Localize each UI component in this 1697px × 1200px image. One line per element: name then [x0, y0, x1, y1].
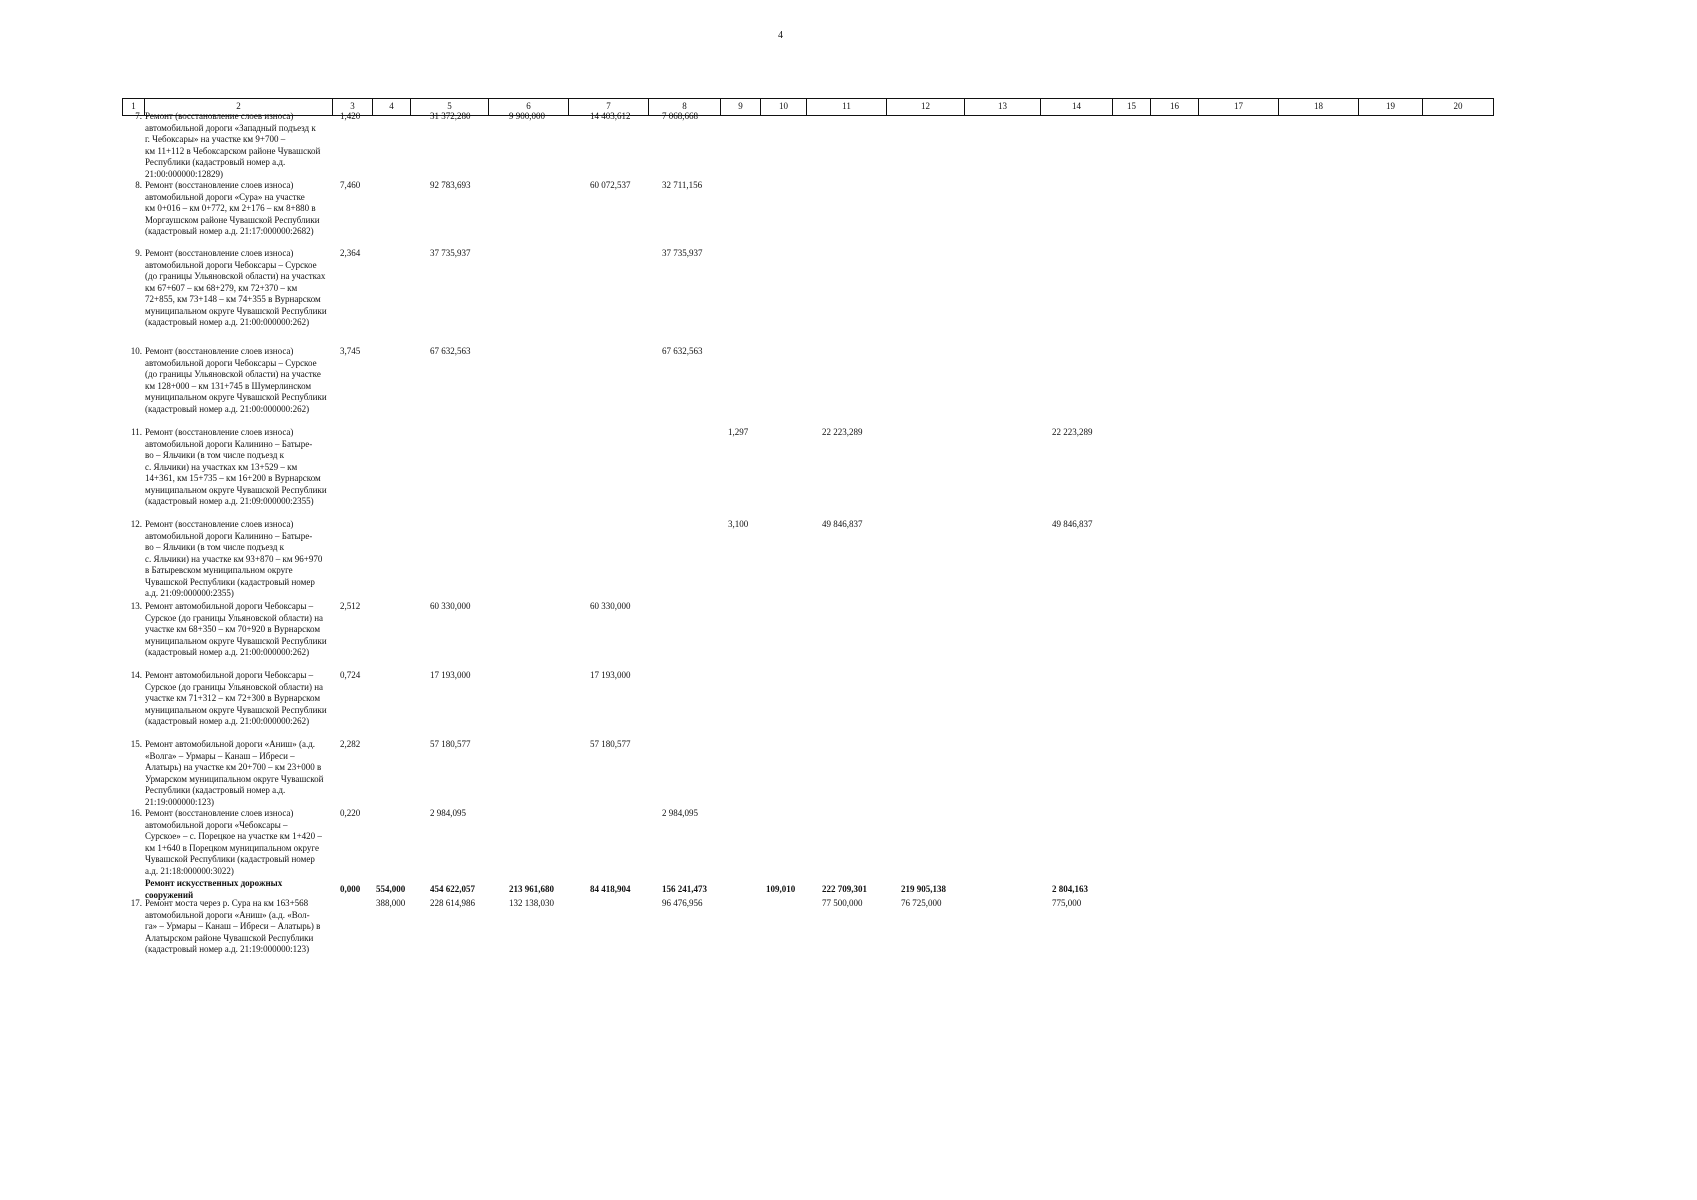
- row-description: [124, 898, 332, 956]
- row-number: 17.: [130, 898, 142, 908]
- table-cell-col-7: 17 193,000: [590, 670, 631, 680]
- row-description: [124, 519, 332, 600]
- description-line: автомобильной дороги Чебоксары – Сурское: [145, 259, 317, 270]
- header-col-8: 8: [648, 99, 720, 115]
- description-line: а.д. 21:18:000000:3022): [145, 865, 234, 876]
- row-description: [124, 808, 332, 877]
- description-line: (кадастровый номер а.д. 21:19:000000:123): [145, 944, 310, 954]
- header-col-18: 18: [1278, 99, 1358, 115]
- description-line: (до границы Ульяновской области) на участке: [145, 369, 321, 379]
- description-line: (кадастровый номер а.д. 21:00:000000:262): [145, 317, 310, 327]
- description-line: (до границы Ульяновской области) на участках: [145, 271, 326, 281]
- header-col-3: 3: [332, 99, 372, 115]
- description-line: г. Чебоксары» на участке км 9+700 –: [145, 134, 286, 144]
- table-cell-col-3: 0,000: [340, 884, 361, 894]
- header-col-6: 6: [488, 99, 568, 115]
- row-description: [124, 248, 332, 329]
- header-col-16: 16: [1150, 99, 1198, 115]
- description-line: км 128+000 – км 131+745 в Шумерлинском: [145, 380, 312, 391]
- description-line: Ремонт (восстановление слоев износа): [145, 111, 294, 121]
- header-col-7: 7: [568, 99, 648, 115]
- row-description: [124, 346, 332, 415]
- description-line: автомобильной дороги «Чебоксары –: [145, 819, 288, 830]
- description-line: га» – Урмары – Канаш – Ибреси – Алатырь) в: [145, 921, 321, 931]
- table-cell-col-7: 57 180,577: [590, 739, 631, 749]
- description-line: во – Яльчики (в том числе подъезд к: [145, 450, 285, 460]
- description-line: автомобильной дороги «Западный подъезд к: [145, 122, 316, 133]
- table-cell-col-6: 9 900,000: [509, 111, 545, 121]
- row-number: 11.: [131, 427, 142, 437]
- description-line: Сурское (до границы Ульяновской области) на: [145, 681, 324, 692]
- description-line: Ремонт (восстановление слоев износа): [145, 346, 294, 356]
- row-description: [124, 427, 332, 508]
- description-line: км 0+016 – км 0+772, км 2+176 – км 8+880 в: [145, 203, 316, 213]
- row-description: [124, 601, 332, 659]
- table-cell-col-14: 2 804,163: [1052, 884, 1088, 894]
- description-line: Ремонт моста через р. Сура на км 163+568: [145, 898, 309, 908]
- row-number: 13.: [130, 601, 142, 611]
- header-col-5: 5: [410, 99, 488, 115]
- header-col-1: 1: [122, 99, 144, 115]
- row-number: 8.: [135, 180, 142, 190]
- table-cell-col-8: 32 711,156: [662, 180, 703, 190]
- table-cell-col-5: 31 372,280: [430, 111, 471, 121]
- table-cell-col-11: 49 846,837: [822, 519, 863, 529]
- table-cell-col-14: 22 223,289: [1052, 427, 1093, 437]
- description-line: Ремонт (восстановление слоев износа): [145, 248, 294, 258]
- row-description: [124, 739, 332, 808]
- row-description: [124, 111, 332, 180]
- description-line: автомобильной дороги Чебоксары – Сурское: [145, 357, 317, 368]
- description-line: автомобильной дороги «Аниш» (а.д. «Вол-: [145, 909, 310, 920]
- row-number: 12.: [130, 519, 142, 529]
- description-line: автомобильной дороги Калинино – Батыре-: [145, 438, 313, 449]
- description-line: в Батыревском муниципальном округе: [145, 565, 293, 575]
- description-line: Ремонт (восстановление слоев износа): [145, 808, 294, 818]
- table-cell-col-3: 2,512: [340, 601, 361, 611]
- table-cell-col-5: 228 614,986: [430, 898, 475, 908]
- table-cell-col-3: 0,724: [340, 670, 361, 680]
- table-cell-col-8: 156 241,473: [662, 884, 707, 894]
- description-line: км 1+640 в Порецком муниципальном округе: [145, 842, 320, 853]
- description-line: Алатырь) на участке км 20+700 – км 23+000 в: [145, 762, 322, 772]
- description-line: Ремонт автомобильной дороги Чебоксары –: [145, 601, 314, 611]
- table-cell-col-5: 57 180,577: [430, 739, 471, 749]
- table-cell-col-6: 132 138,030: [509, 898, 554, 908]
- description-line: Республики (кадастровый номер а.д.: [145, 157, 286, 167]
- row-description: [124, 670, 332, 728]
- description-line: Ремонт искусственных дорожных: [145, 878, 283, 888]
- description-line: автомобильной дороги «Сура» на участке: [145, 191, 305, 202]
- table-cell-col-5: 60 330,000: [430, 601, 471, 611]
- description-line: Ремонт автомобильной дороги «Аниш» (а.д.: [145, 739, 316, 749]
- header-col-13: 13: [964, 99, 1040, 115]
- table-cell-col-7: 60 072,537: [590, 180, 631, 190]
- table-cell-col-12: 219 905,138: [901, 884, 946, 894]
- row-number: 16.: [130, 808, 142, 818]
- table-cell-col-7: 84 418,904: [590, 884, 631, 894]
- description-line: а.д. 21:09:000000:2355): [145, 588, 234, 598]
- table-cell-col-3: 0,220: [340, 808, 361, 818]
- table-cell-col-14: 49 846,837: [1052, 519, 1093, 529]
- page-number: 4: [778, 30, 783, 41]
- description-line: с. Яльчики) на участках км 13+529 – км: [145, 461, 298, 472]
- table-cell-col-4: 388,000: [376, 898, 406, 908]
- header-col-12: 12: [886, 99, 964, 115]
- table-cell-col-8: 67 632,563: [662, 346, 703, 356]
- table-cell-col-10: 109,010: [766, 884, 796, 894]
- description-line: «Волга» – Урмары – Канаш – Ибреси –: [145, 750, 295, 761]
- table-cell-col-3: 2,364: [340, 248, 361, 258]
- header-col-14: 14: [1040, 99, 1112, 115]
- header-col-4: 4: [372, 99, 410, 115]
- description-line: Моргаушском районе Чувашской Республики: [145, 214, 320, 225]
- description-line: муниципальном округе Чувашской Республики: [145, 392, 327, 402]
- description-line: 21:19:000000:123): [145, 796, 214, 807]
- description-line: муниципальном округе Чувашской Республики: [145, 305, 327, 316]
- table-cell-col-11: 222 709,301: [822, 884, 867, 894]
- header-col-19: 19: [1358, 99, 1422, 115]
- table-cell-col-3: 2,282: [340, 739, 361, 749]
- description-line: Ремонт (восстановление слоев износа): [145, 427, 294, 437]
- description-line: во – Яльчики (в том числе подъезд к: [145, 542, 285, 552]
- table-cell-col-8: 96 476,956: [662, 898, 703, 908]
- description-line: муниципальном округе Чувашской Республики: [145, 484, 327, 495]
- description-line: муниципальном округе Чувашской Республики: [145, 635, 327, 646]
- description-line: (кадастровый номер а.д. 21:00:000000:262): [145, 647, 310, 657]
- description-line: Ремонт (восстановление слоев износа): [145, 180, 294, 190]
- description-line: Чувашской Республики (кадастровый номер: [145, 854, 315, 864]
- description-line: Чувашской Республики (кадастровый номер: [145, 576, 315, 587]
- table-cell-col-8: 2 984,095: [662, 808, 698, 818]
- table-cell-col-7: 14 403,612: [590, 111, 631, 121]
- table-cell-col-6: 213 961,680: [509, 884, 554, 894]
- description-line: 21:00:000000:12829): [145, 168, 223, 179]
- header-col-11: 11: [806, 99, 886, 115]
- description-line: 14+361, км 15+735 – км 16+200 в Вурнарском: [145, 473, 321, 483]
- table-cell-col-3: 3,745: [340, 346, 361, 356]
- description-line: Республики (кадастровый номер а.д.: [145, 785, 286, 795]
- table-cell-col-5: 2 984,095: [430, 808, 466, 818]
- description-line: (кадастровый номер а.д. 21:00:000000:262): [145, 403, 310, 414]
- table-cell-col-3: 7,460: [340, 180, 361, 190]
- row-number: 9.: [135, 248, 142, 258]
- description-line: (кадастровый номер а.д. 21:09:000000:2355): [145, 496, 314, 506]
- table-cell-col-4: 554,000: [376, 884, 406, 894]
- table-cell-col-9: 1,297: [728, 427, 749, 437]
- table-cell-col-5: 454 622,057: [430, 884, 475, 894]
- description-line: муниципальном округе Чувашской Республики: [145, 704, 327, 715]
- description-line: Сурское» – с. Порецкое на участке км 1+420 –: [145, 831, 322, 841]
- table-cell-col-8: 7 068,668: [662, 111, 698, 121]
- description-line: (кадастровый номер а.д. 21:00:000000:262): [145, 716, 310, 726]
- table-cell-col-11: 22 223,289: [822, 427, 863, 437]
- description-line: участке км 68+350 – км 70+920 в Вурнарском: [145, 624, 321, 634]
- description-line: км 67+607 – км 68+279, км 72+370 – км: [145, 282, 298, 293]
- description-line: с. Яльчики) на участке км 93+870 – км 96+970: [145, 553, 323, 564]
- header-col-2: 2: [144, 99, 332, 115]
- description-line: 72+855, км 73+148 – км 74+355 в Вурнарском: [145, 294, 321, 304]
- description-line: км 11+112 в Чебоксарском районе Чувашской: [145, 145, 321, 156]
- table-cell-col-5: 37 735,937: [430, 248, 471, 258]
- table-cell-col-14: 775,000: [1052, 898, 1082, 908]
- header-col-15: 15: [1112, 99, 1150, 115]
- header-col-20: 20: [1422, 99, 1494, 115]
- description-line: Сурское (до границы Ульяновской области) на: [145, 612, 324, 623]
- table-cell-col-3: 1,420: [340, 111, 361, 121]
- table-cell-col-12: 76 725,000: [901, 898, 942, 908]
- description-line: Ремонт (восстановление слоев износа): [145, 519, 294, 529]
- row-number: 7.: [135, 111, 142, 121]
- table-cell-col-5: 92 783,693: [430, 180, 471, 190]
- row-number: 14.: [130, 670, 142, 680]
- description-line: Алатырском районе Чувашской Республики: [145, 932, 314, 943]
- description-line: Ремонт автомобильной дороги Чебоксары –: [145, 670, 314, 680]
- table-cell-col-5: 17 193,000: [430, 670, 471, 680]
- header-col-9: 9: [720, 99, 760, 115]
- table-cell-col-9: 3,100: [728, 519, 749, 529]
- table-cell-col-5: 67 632,563: [430, 346, 471, 356]
- table-cell-col-7: 60 330,000: [590, 601, 631, 611]
- row-description: [124, 180, 332, 238]
- row-number: 15.: [130, 739, 142, 749]
- table-cell-col-11: 77 500,000: [822, 898, 863, 908]
- description-line: участке км 71+312 – км 72+300 в Вурнарском: [145, 693, 321, 703]
- description-line: Урмарском муниципальном округе Чувашской: [145, 773, 324, 784]
- header-col-10: 10: [760, 99, 806, 115]
- description-line: (кадастровый номер а.д. 21:17:000000:2682): [145, 226, 314, 236]
- row-number: 10.: [130, 346, 142, 356]
- header-col-17: 17: [1198, 99, 1278, 115]
- description-line: автомобильной дороги Калинино – Батыре-: [145, 530, 313, 541]
- table-cell-col-8: 37 735,937: [662, 248, 703, 258]
- description-line: сооружений: [145, 889, 194, 900]
